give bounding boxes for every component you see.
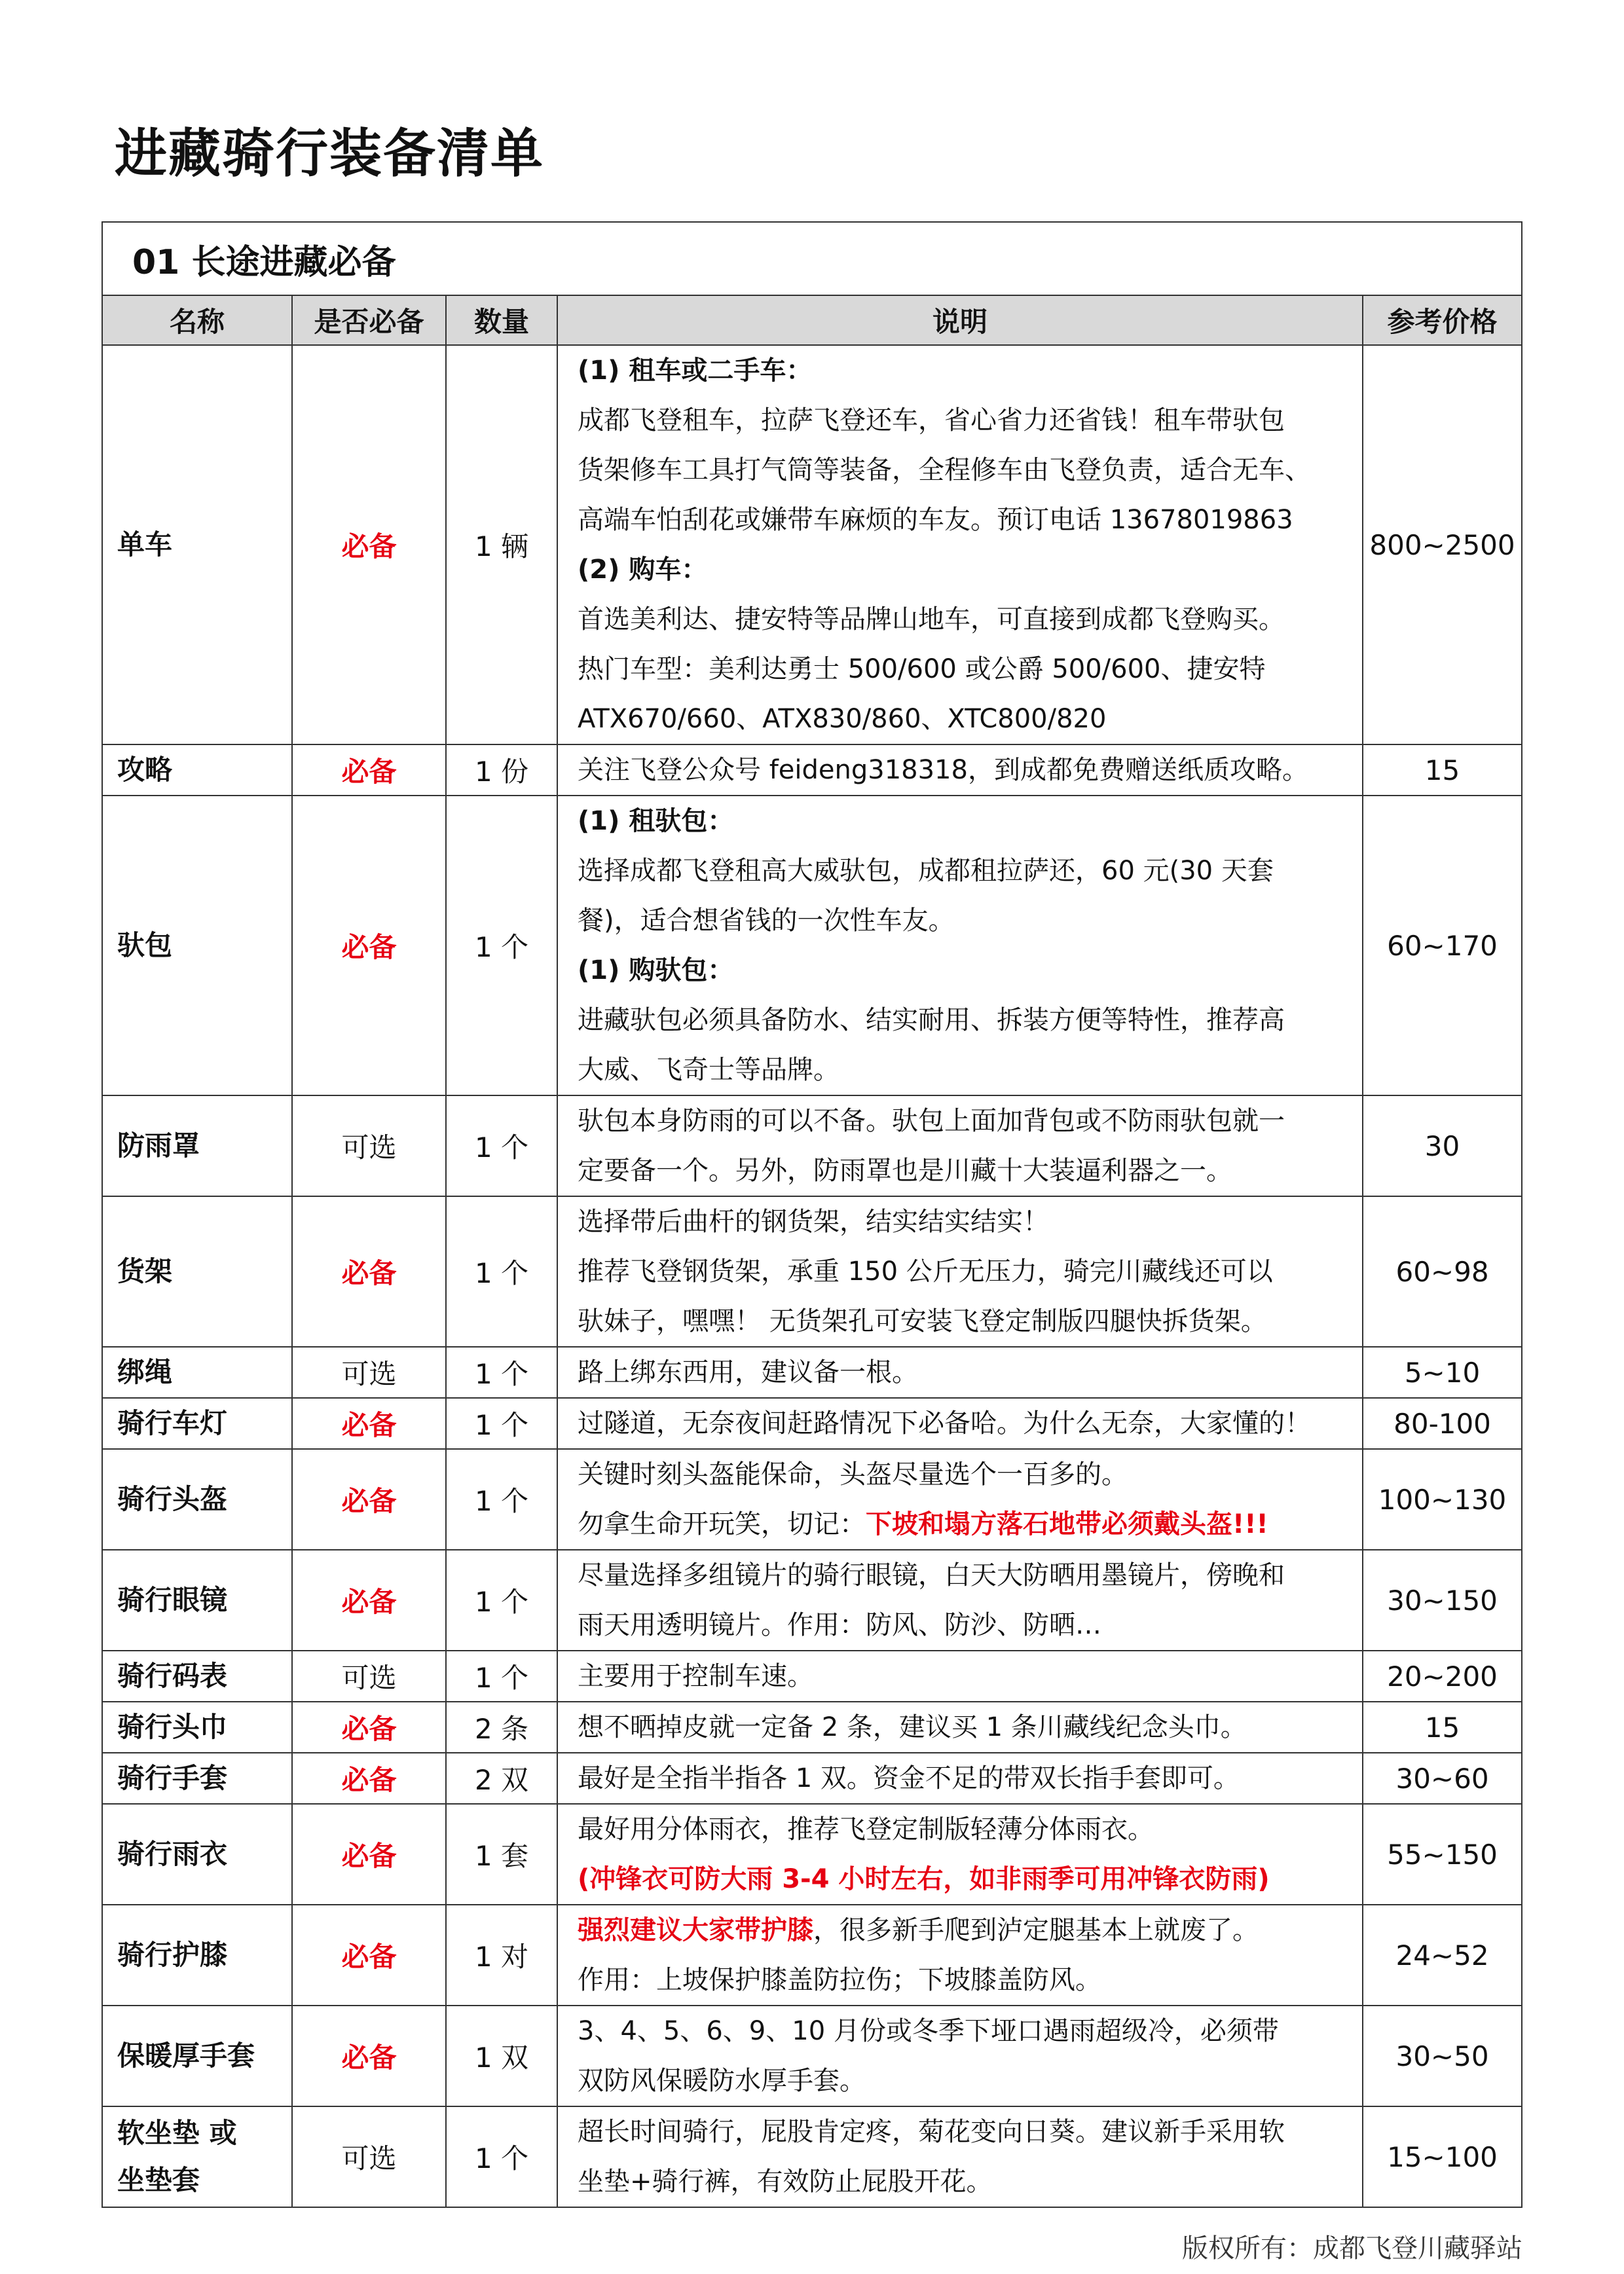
header-price: 参考价格 — [1363, 295, 1522, 345]
description-text: 货架修车工具打气筒等装备，全程修车由飞登负责，适合无车、 — [578, 455, 1311, 485]
item-price: 100~130 — [1363, 1449, 1522, 1550]
description-line — [578, 1197, 1350, 1247]
description-line — [578, 1499, 1350, 1549]
item-name-line: 防雨罩 — [117, 1129, 200, 1162]
item-name — [102, 1196, 292, 1347]
description-line — [578, 644, 1350, 694]
table-row — [102, 1905, 1522, 2006]
description-text: ATX670/660、ATX830/860、XTC800/820 — [578, 704, 1107, 734]
description-line — [578, 694, 1350, 744]
item-name — [102, 2006, 292, 2106]
description-text: 路上绑东西用，建议备一根。 — [578, 1357, 918, 1387]
required-flag: 可选 — [292, 1347, 446, 1398]
item-quantity: 1 双 — [446, 2006, 557, 2106]
description-text: 进藏驮包必须具备防水、结实耐用、拆装方便等特性，推荐高 — [578, 1005, 1285, 1035]
description-line — [578, 1096, 1350, 1146]
required-flag: 必备 — [292, 1753, 446, 1804]
required-flag: 必备 — [292, 345, 446, 744]
description-text: 双防风保暖防水厚手套。 — [578, 2066, 866, 2096]
description-text: 热门车型：美利达勇士 500/600 或公爵 500/600、捷安特 — [578, 654, 1266, 684]
item-description — [557, 1804, 1363, 1905]
item-name-line: 货架 — [117, 1255, 173, 1287]
item-description — [557, 1905, 1363, 2006]
description-line — [578, 2107, 1350, 2157]
item-price: 30~50 — [1363, 2006, 1522, 2106]
item-quantity: 1 个 — [446, 1196, 557, 1347]
table-row — [102, 1449, 1522, 1550]
description-line — [578, 1146, 1350, 1196]
description-text: 选择带后曲杆的钢货架，结实结实结实！ — [578, 1207, 1049, 1237]
item-name-line: 驮包 — [117, 929, 173, 961]
section-title: 01 长途进藏必备 — [102, 222, 1522, 295]
description-highlight: 强烈建议大家带护膝 — [578, 1915, 813, 1945]
item-quantity: 1 个 — [446, 1550, 557, 1651]
item-name-line: 攻略 — [117, 754, 173, 786]
item-description — [557, 1398, 1363, 1449]
item-name-line: 骑行码表 — [117, 1660, 228, 1692]
description-text: (1) 租车或二手车： — [578, 356, 813, 386]
table-row — [102, 1804, 1522, 1905]
description-line — [578, 1702, 1350, 1752]
required-flag: 必备 — [292, 1905, 446, 2006]
description-text: 关键时刻头盔能保命，头盔尽量选个一百多的。 — [578, 1459, 1128, 1490]
description-line — [578, 1450, 1350, 1499]
item-name-line: 骑行护膝 — [117, 1939, 228, 1971]
description-line — [578, 445, 1350, 495]
item-name-line: 软坐垫 或 — [117, 2117, 237, 2149]
description-text: 大威、飞奇士等品牌。 — [578, 1055, 840, 1085]
description-line — [578, 896, 1350, 945]
header-required: 是否必备 — [292, 295, 446, 345]
item-price: 60~170 — [1363, 796, 1522, 1095]
table-row — [102, 2006, 1522, 2106]
equipment-table-wrap — [101, 221, 1521, 2208]
description-text: (2) 购车： — [578, 555, 708, 585]
item-name — [102, 796, 292, 1095]
table-row — [102, 1095, 1522, 1196]
equipment-table — [101, 221, 1522, 2208]
description-text: 3、4、5、6、9、10 月份或冬季下垭口遇雨超级冷，必须带 — [578, 2016, 1279, 2046]
description-text: 高端车怕刮花或嫌带车麻烦的车友。预订电话 13678019863 — [578, 505, 1293, 535]
description-line — [578, 595, 1350, 644]
description-text: 餐)，适合想省钱的一次性车友。 — [578, 906, 955, 936]
item-name-line: 单车 — [117, 528, 173, 560]
item-quantity: 2 双 — [446, 1753, 557, 1804]
item-quantity: 1 个 — [446, 1449, 557, 1550]
item-quantity: 1 辆 — [446, 345, 557, 744]
item-name — [102, 744, 292, 796]
item-description — [557, 1651, 1363, 1702]
item-name-line: 骑行眼镜 — [117, 1584, 228, 1616]
required-flag: 必备 — [292, 1550, 446, 1651]
item-quantity: 1 个 — [446, 1095, 557, 1196]
header-qty: 数量 — [446, 295, 557, 345]
description-line — [578, 2006, 1350, 2056]
description-line — [578, 495, 1350, 545]
item-quantity: 1 份 — [446, 744, 557, 796]
description-line — [578, 945, 1350, 995]
item-price: 30~150 — [1363, 1550, 1522, 1651]
item-name — [102, 1550, 292, 1651]
item-description — [557, 1095, 1363, 1196]
table-row — [102, 1550, 1522, 1651]
description-line — [578, 395, 1350, 445]
page-title: 进藏骑行装备清单 — [115, 123, 544, 184]
item-name-line: 骑行手套 — [117, 1762, 228, 1794]
item-description — [557, 796, 1363, 1095]
item-name — [102, 1347, 292, 1398]
description-text: (冲锋衣可防大雨 3-4 小时左右，如非雨季可用冲锋衣防雨) — [578, 1864, 1270, 1894]
description-text: 想不晒掉皮就一定备 2 条，建议买 1 条川藏线纪念头巾。 — [578, 1712, 1247, 1742]
required-flag: 必备 — [292, 744, 446, 796]
description-line — [578, 1348, 1350, 1397]
required-flag: 必备 — [292, 1196, 446, 1347]
required-flag: 必备 — [292, 796, 446, 1095]
table-row — [102, 345, 1522, 744]
item-quantity: 1 个 — [446, 1347, 557, 1398]
item-name-line: 骑行雨衣 — [117, 1838, 228, 1870]
item-name — [102, 1753, 292, 1804]
description-line — [578, 545, 1350, 595]
item-price: 60~98 — [1363, 1196, 1522, 1347]
description-text: 最好用分体雨衣，推荐飞登定制版轻薄分体雨衣。 — [578, 1814, 1154, 1844]
item-name-line: 保暖厚手套 — [117, 2040, 255, 2072]
description-line — [578, 1550, 1350, 1600]
description-text: 选择成都飞登租高大威驮包，成都租拉萨还，60 元(30 天套 — [578, 856, 1274, 886]
item-price: 30 — [1363, 1095, 1522, 1196]
required-flag: 必备 — [292, 2006, 446, 2106]
description-line — [578, 1045, 1350, 1095]
item-name — [102, 2106, 292, 2207]
required-flag: 可选 — [292, 2106, 446, 2207]
description-text: 关注飞登公众号 feideng318318，到成都免费赠送纸质攻略。 — [578, 755, 1308, 785]
item-quantity: 1 套 — [446, 1804, 557, 1905]
item-name — [102, 1449, 292, 1550]
item-description — [557, 744, 1363, 796]
description-line — [578, 1753, 1350, 1803]
header-name: 名称 — [102, 295, 292, 345]
item-price: 15 — [1363, 1702, 1522, 1753]
item-quantity: 1 对 — [446, 1905, 557, 2006]
table-row — [102, 1651, 1522, 1702]
required-flag: 可选 — [292, 1651, 446, 1702]
description-text: 勿拿生命开玩笑，切记： — [578, 1509, 866, 1539]
item-description — [557, 1753, 1363, 1804]
item-description — [557, 1702, 1363, 1753]
item-name-line: 绑绳 — [117, 1356, 173, 1388]
item-description — [557, 345, 1363, 744]
description-line — [578, 2056, 1350, 2106]
description-line — [578, 1854, 1350, 1904]
header-desc: 说明 — [557, 295, 1363, 345]
description-text: 首选美利达、捷安特等品牌山地车，可直接到成都飞登购买。 — [578, 604, 1285, 634]
description-text: 过隧道，无奈夜间赶路情况下必备哈。为什么无奈，大家懂的！ — [578, 1408, 1311, 1439]
item-name — [102, 1905, 292, 2006]
description-line — [578, 1600, 1350, 1650]
item-quantity: 1 个 — [446, 796, 557, 1095]
description-text: (1) 租驮包： — [578, 806, 734, 836]
item-name — [102, 1398, 292, 1449]
description-line — [578, 745, 1350, 795]
description-text: ，很多新手爬到泸定腿基本上就废了。 — [813, 1915, 1259, 1945]
description-line — [578, 995, 1350, 1045]
item-description — [557, 1550, 1363, 1651]
item-price: 80-100 — [1363, 1398, 1522, 1449]
description-text: 超长时间骑行，屁股肯定疼，菊花变向日葵。建议新手采用软 — [578, 2117, 1285, 2147]
description-line — [578, 846, 1350, 896]
item-price: 5~10 — [1363, 1347, 1522, 1398]
description-highlight: 下坡和塌方落石地带必须戴头盔!!! — [866, 1509, 1268, 1539]
description-text: 定要备一个。另外，防雨罩也是川藏十大装逼利器之一。 — [578, 1156, 1232, 1186]
item-quantity: 1 个 — [446, 2106, 557, 2207]
table-header-row — [102, 295, 1522, 345]
item-name — [102, 1702, 292, 1753]
table-row — [102, 1347, 1522, 1398]
description-line — [578, 1399, 1350, 1448]
description-text: 主要用于控制车速。 — [578, 1661, 813, 1691]
description-line — [578, 1247, 1350, 1296]
description-text: 推荐飞登钢货架，承重 150 公斤无压力，骑完川藏线还可以 — [578, 1256, 1273, 1287]
item-quantity: 1 个 — [446, 1398, 557, 1449]
description-line — [578, 346, 1350, 395]
item-quantity: 2 条 — [446, 1702, 557, 1753]
required-flag: 必备 — [292, 1804, 446, 1905]
required-flag: 必备 — [292, 1398, 446, 1449]
description-line — [578, 2157, 1350, 2207]
required-flag: 必备 — [292, 1449, 446, 1550]
item-price: 800~2500 — [1363, 345, 1522, 744]
item-name — [102, 1804, 292, 1905]
description-line — [578, 1805, 1350, 1854]
item-name — [102, 1095, 292, 1196]
copyright-footer: 版权所有：成都飞登川藏驿站 — [1182, 2233, 1522, 2264]
item-name — [102, 1651, 292, 1702]
description-text: 成都飞登租车，拉萨飞登还车，省心省力还省钱！租车带驮包 — [578, 405, 1285, 435]
description-text: 雨天用透明镜片。作用：防风、防沙、防晒… — [578, 1610, 1101, 1640]
item-name — [102, 345, 292, 744]
description-text: 驮包本身防雨的可以不备。驮包上面加背包或不防雨驮包就一 — [578, 1106, 1285, 1136]
description-text: 最好是全指半指各 1 双。资金不足的带双长指手套即可。 — [578, 1763, 1240, 1793]
item-price: 24~52 — [1363, 1905, 1522, 2006]
description-line — [578, 1651, 1350, 1701]
item-price: 15~100 — [1363, 2106, 1522, 2207]
description-text: 作用：上坡保护膝盖防拉伤；下坡膝盖防风。 — [578, 1965, 1101, 1995]
item-name-line: 骑行车灯 — [117, 1407, 228, 1439]
description-text: (1) 购驮包： — [578, 955, 734, 985]
description-line — [578, 1955, 1350, 2005]
table-row — [102, 2106, 1522, 2207]
item-description — [557, 2106, 1363, 2207]
description-line — [578, 1296, 1350, 1346]
table-row — [102, 796, 1522, 1095]
description-line — [578, 796, 1350, 846]
item-name-line: 骑行头盔 — [117, 1483, 228, 1515]
item-name-line: 坐垫套 — [117, 2164, 200, 2196]
item-price: 20~200 — [1363, 1651, 1522, 1702]
table-row — [102, 1702, 1522, 1753]
description-text: 尽量选择多组镜片的骑行眼镜，白天大防晒用墨镜片，傍晚和 — [578, 1560, 1285, 1590]
item-price: 15 — [1363, 744, 1522, 796]
description-text: 坐垫+骑行裤，有效防止屁股开花。 — [578, 2167, 993, 2197]
required-flag: 可选 — [292, 1095, 446, 1196]
item-description — [557, 1347, 1363, 1398]
item-description — [557, 1449, 1363, 1550]
item-price: 30~60 — [1363, 1753, 1522, 1804]
table-row — [102, 1398, 1522, 1449]
item-name-line: 骑行头巾 — [117, 1711, 228, 1743]
item-quantity: 1 个 — [446, 1651, 557, 1702]
required-flag: 必备 — [292, 1702, 446, 1753]
description-line — [578, 1905, 1350, 1955]
item-price: 55~150 — [1363, 1804, 1522, 1905]
description-text: 驮妹子，嘿嘿！ 无货架孔可安装飞登定制版四腿快拆货架。 — [578, 1306, 1267, 1336]
table-row — [102, 1196, 1522, 1347]
item-description — [557, 1196, 1363, 1347]
table-row — [102, 1753, 1522, 1804]
item-description — [557, 2006, 1363, 2106]
table-row — [102, 744, 1522, 796]
